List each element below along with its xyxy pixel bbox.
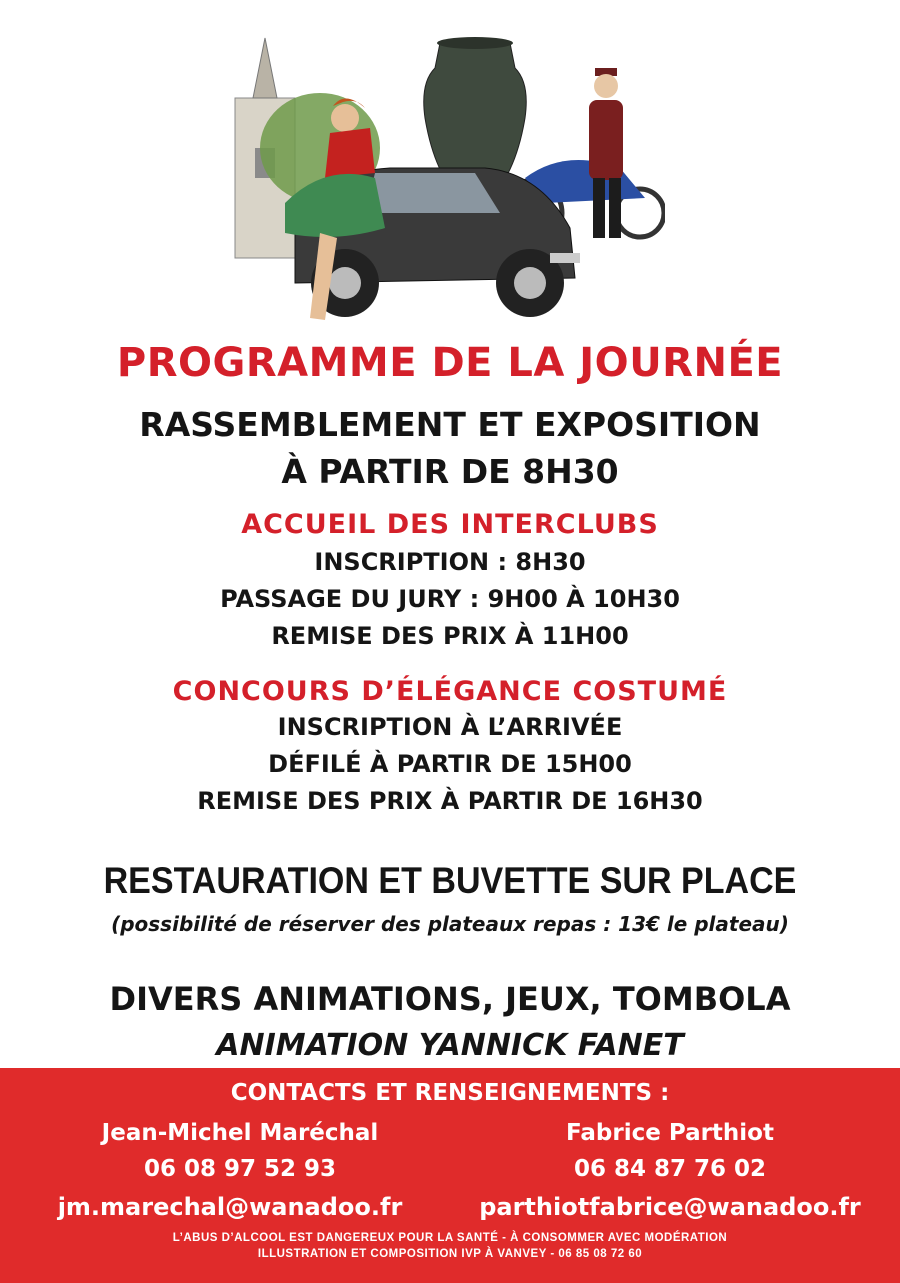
catering-note: (possibilité de réserver des plateaux repas : 13€ le plateau) <box>111 912 789 936</box>
interclubs-heading: ACCUEIL DES INTERCLUBS <box>241 509 659 540</box>
contacts-footer <box>0 1068 900 1283</box>
animations-line: DIVERS ANIMATIONS, JEUX, TOMBOLA <box>109 980 791 1018</box>
page-title: PROGRAMME DE LA JOURNÉE <box>116 340 784 386</box>
contacts-heading: CONTACTS ET RENSEIGNEMENTS : <box>230 1080 670 1106</box>
gathering-line-2: À PARTIR DE 8H30 <box>281 452 619 491</box>
contest-heading: CONCOURS D’ÉLÉGANCE COSTUMÉ <box>172 676 728 707</box>
interclubs-item: REMISE DES PRIX À 11H00 <box>271 622 629 650</box>
contest-item: DÉFILÉ À PARTIR DE 15H00 <box>268 750 632 778</box>
vintage-illustration <box>225 28 665 348</box>
contact-phone-1[interactable]: 06 08 97 52 93 <box>143 1156 337 1182</box>
man-with-hat-icon <box>589 68 623 238</box>
contact-name-2: Fabrice Parthiot <box>566 1120 774 1146</box>
contest-item: INSCRIPTION À L’ARRIVÉE <box>277 713 623 741</box>
interclubs-item: INSCRIPTION : 8H30 <box>314 548 586 576</box>
catering-heading: RESTAURATION ET BUVETTE SUR PLACE <box>103 860 797 901</box>
contact-email-1[interactable]: jm.marechal@wanadoo.fr <box>57 1193 403 1221</box>
gathering-line-1: RASSEMBLEMENT ET EXPOSITION <box>139 405 761 444</box>
animation-host: ANIMATION YANNICK FANET <box>216 1028 684 1063</box>
contact-email-2[interactable]: parthiotfabrice@wanadoo.fr <box>479 1193 861 1221</box>
credit-line: ILLUSTRATION ET COMPOSITION IVP À VANVEY - 06 85 08 72 60 <box>257 1248 643 1260</box>
contact-phone-2[interactable]: 06 84 87 76 02 <box>573 1156 767 1182</box>
contact-name-1: Jean-Michel Maréchal <box>101 1120 379 1146</box>
contest-item: REMISE DES PRIX À PARTIR DE 16H30 <box>197 787 703 815</box>
alcohol-disclaimer: L’ABUS D’ALCOOL EST DANGEREUX POUR LA SANTÉ - À CONSOMMER AVEC MODÉRATION <box>172 1232 728 1244</box>
interclubs-item: PASSAGE DU JURY : 9H00 À 10H30 <box>220 585 680 613</box>
